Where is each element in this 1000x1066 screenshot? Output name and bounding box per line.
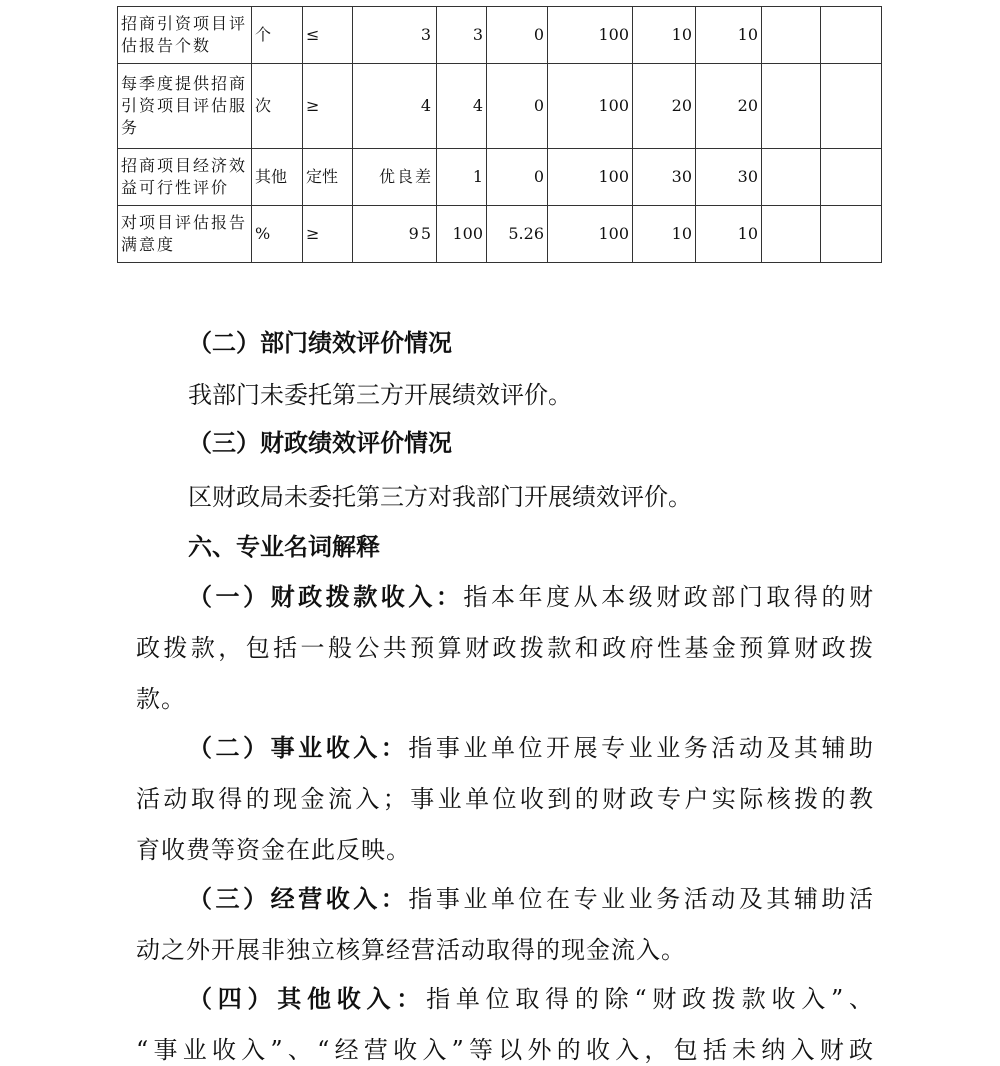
indicator-empty-cell bbox=[821, 149, 882, 206]
glossary-term-label: （三）经营收入： bbox=[188, 885, 409, 913]
indicator-score: 30 bbox=[696, 149, 762, 206]
indicator-deviation: 5.26 bbox=[487, 206, 548, 263]
indicator-target: 100 bbox=[437, 206, 487, 263]
indicator-unit: % bbox=[252, 206, 303, 263]
indicator-name: 对项目评估报告满意度 bbox=[118, 206, 252, 263]
table-row bbox=[118, 206, 882, 263]
glossary-term-label: （二）事业收入： bbox=[188, 734, 409, 762]
indicator-standard: 优良差 bbox=[353, 149, 437, 206]
glossary-term-other-income-line bbox=[188, 984, 874, 1014]
indicator-score: 20 bbox=[696, 64, 762, 149]
glossary-term-fiscal-appropriation-line bbox=[188, 582, 874, 612]
indicator-weight: 100 bbox=[548, 7, 633, 64]
indicator-deviation: 0 bbox=[487, 64, 548, 149]
indicator-operator: ≥ bbox=[303, 206, 353, 263]
section-heading-finance-evaluation: （三）财政绩效评价情况 bbox=[188, 429, 452, 457]
indicator-target: 4 bbox=[437, 64, 487, 149]
indicator-score-max: 10 bbox=[633, 206, 696, 263]
indicator-empty-cell bbox=[762, 7, 821, 64]
section-text-finance-evaluation: 区财政局未委托第三方对我部门开展绩效评价。 bbox=[188, 483, 692, 511]
section-heading-glossary: 六、专业名词解释 bbox=[188, 533, 380, 561]
indicator-target: 3 bbox=[437, 7, 487, 64]
indicator-deviation: 0 bbox=[487, 7, 548, 64]
indicator-operator: ≥ bbox=[303, 64, 353, 149]
indicator-operator: ≤ bbox=[303, 7, 353, 64]
glossary-term-text: 指事业单位开展专业业务活动及其辅助 bbox=[408, 734, 875, 762]
indicator-unit: 个 bbox=[252, 7, 303, 64]
performance-indicator-table bbox=[117, 6, 882, 263]
indicator-operator: 定性 bbox=[303, 149, 353, 206]
indicator-weight: 100 bbox=[548, 206, 633, 263]
glossary-term-text: 指本年度从本级财政部门取得的财 bbox=[463, 583, 875, 611]
indicator-standard: 95 bbox=[353, 206, 437, 263]
indicator-standard: 3 bbox=[353, 7, 437, 64]
table-row bbox=[118, 7, 882, 64]
glossary-term-text: 动之外开展非独立核算经营活动取得的现金流入。 bbox=[136, 936, 686, 964]
indicator-empty-cell bbox=[762, 206, 821, 263]
indicator-deviation: 0 bbox=[487, 149, 548, 206]
glossary-term-text: “事业收入”、“经营收入”等以外的收入，包括未纳入财政 bbox=[136, 1036, 874, 1064]
section-heading-department-evaluation: （二）部门绩效评价情况 bbox=[188, 329, 452, 357]
indicator-empty-cell bbox=[762, 149, 821, 206]
indicator-name: 招商引资项目评估报告个数 bbox=[118, 7, 252, 64]
indicator-empty-cell bbox=[821, 64, 882, 149]
indicator-score-max: 10 bbox=[633, 7, 696, 64]
indicator-empty-cell bbox=[821, 7, 882, 64]
glossary-term-operating-income-line bbox=[188, 884, 874, 914]
indicator-score-max: 30 bbox=[633, 149, 696, 206]
glossary-term-business-income-line bbox=[188, 733, 874, 763]
indicator-unit: 其他 bbox=[252, 149, 303, 206]
glossary-term-text: 款。 bbox=[136, 685, 186, 713]
glossary-term-text: 政拨款，包括一般公共预算财政拨款和政府性基金预算财政拨 bbox=[136, 634, 874, 662]
indicator-weight: 100 bbox=[548, 64, 633, 149]
indicator-target: 1 bbox=[437, 149, 487, 206]
indicator-score: 10 bbox=[696, 7, 762, 64]
glossary-term-label: （四）其他收入： bbox=[188, 985, 427, 1013]
indicator-empty-cell bbox=[821, 206, 882, 263]
glossary-term-text: 活动取得的现金流入；事业单位收到的财政专户实际核拨的教 bbox=[136, 785, 874, 813]
section-text-department-evaluation: 我部门未委托第三方开展绩效评价。 bbox=[188, 381, 572, 409]
glossary-term-text: 育收费等资金在此反映。 bbox=[136, 836, 411, 864]
indicator-empty-cell bbox=[762, 64, 821, 149]
indicator-standard: 4 bbox=[353, 64, 437, 149]
indicator-score-max: 20 bbox=[633, 64, 696, 149]
indicator-name: 招商项目经济效益可行性评价 bbox=[118, 149, 252, 206]
indicator-unit: 次 bbox=[252, 64, 303, 149]
glossary-term-text: 指事业单位在专业业务活动及其辅助活 bbox=[408, 885, 875, 913]
indicator-weight: 100 bbox=[548, 149, 633, 206]
table-row bbox=[118, 149, 882, 206]
glossary-term-label: （一）财政拨款收入： bbox=[188, 583, 464, 611]
glossary-term-text: 指单位取得的除“财政拨款收入”、 bbox=[426, 985, 874, 1013]
indicator-name: 每季度提供招商引资项目评估服务 bbox=[118, 64, 252, 149]
indicator-score: 10 bbox=[696, 206, 762, 263]
table-row bbox=[118, 64, 882, 149]
